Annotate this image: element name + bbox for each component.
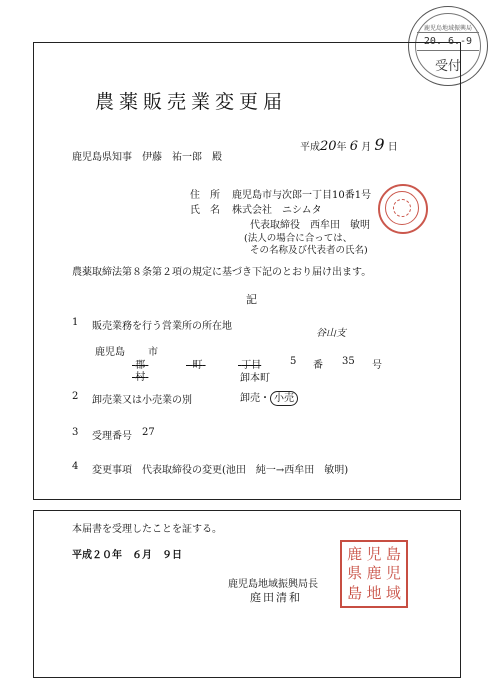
location-shi: 市 [148, 347, 158, 358]
statement: 農薬取締法第８条第２項の規定に基づき下記のとおり届け出ます。 [72, 267, 372, 278]
location-machi: 町 [192, 360, 203, 371]
item-1-number: 1 [72, 317, 79, 328]
received-stamp-date: 20. 6.-9 [423, 36, 473, 47]
official-seal-glyph: 島 [385, 545, 401, 563]
location-go-num: 35 [342, 356, 355, 367]
item-3-label: 受理番号 [92, 431, 132, 442]
location-gun: 郡 [135, 360, 146, 371]
location-go: 号 [372, 360, 382, 371]
official-seal-glyph: 地 [366, 583, 382, 602]
applicant-representative: 代表取締役 西牟田 敏明 [250, 220, 370, 231]
company-seal [378, 184, 428, 234]
official-seal-glyph: 県 [347, 564, 363, 583]
received-stamp-text: 受付 [434, 59, 461, 74]
item-2-number: 2 [72, 391, 79, 402]
submission-date: 平成20年 6 月 9 日 [300, 135, 398, 154]
location-city: 鹿児島 [95, 347, 125, 358]
ki-heading: 記 [246, 293, 257, 306]
official-seal-glyph: 鹿 [366, 564, 382, 583]
location-town: 卸本町 [240, 373, 270, 384]
item-1-label: 販売業務を行う営業所の所在地 [92, 321, 232, 332]
applicant-company: 株式会社 ニシムタ [232, 205, 322, 216]
item-4-label: 変更事項 [92, 465, 132, 476]
receipt-official-name: 庭田清和 [250, 591, 302, 604]
official-seal-glyph: 域 [385, 583, 401, 602]
official-seal-glyph: 児 [385, 564, 401, 583]
item-4-number: 4 [72, 461, 79, 472]
item-3-value: 27 [142, 427, 155, 438]
receipt-date: 平成２０年 ６月 ９日 [72, 550, 182, 561]
official-seal-glyph: 鹿 [347, 545, 363, 563]
location-mura: 村 [135, 372, 146, 383]
official-seal-glyph: 児 [366, 545, 382, 563]
selected-business-type: 小売 [270, 391, 298, 406]
official-seal-glyph: 島 [347, 583, 363, 602]
item-2-label: 卸売業又は小売業の別 [92, 395, 192, 406]
location-chome: 丁目 [241, 360, 262, 371]
applicant-note-2: その名称及び代表者の氏名) [250, 245, 368, 256]
applicant-address: 鹿児島市与次郎一丁目10番1号 [232, 190, 372, 201]
item-3-number: 3 [72, 427, 79, 438]
item-4-value: 代表取締役の変更(池田 純一→西牟田 敏明) [142, 465, 349, 476]
receipt-statement: 本届書を受理したことを証する。 [72, 524, 222, 535]
official-seal [340, 540, 408, 608]
received-stamp-office: 鹿児島地域振興局 [423, 25, 472, 32]
location-ban-num: 5 [290, 356, 297, 367]
addressee: 鹿児島県知事 伊藤 祐一郎 殿 [72, 152, 222, 163]
location-ban: 番 [313, 360, 323, 371]
address-label: 住 所 [190, 190, 220, 201]
document-title: 農薬販売業変更届 [95, 91, 288, 113]
business-type: 卸売・ 小売 [240, 389, 298, 406]
name-label: 氏 名 [190, 205, 220, 216]
receipt-office: 鹿児島地域振興局長 [228, 579, 318, 590]
applicant-note-1: (法人の場合に合っては、 [244, 233, 353, 244]
handwritten-note: 谷山支 [316, 328, 346, 339]
